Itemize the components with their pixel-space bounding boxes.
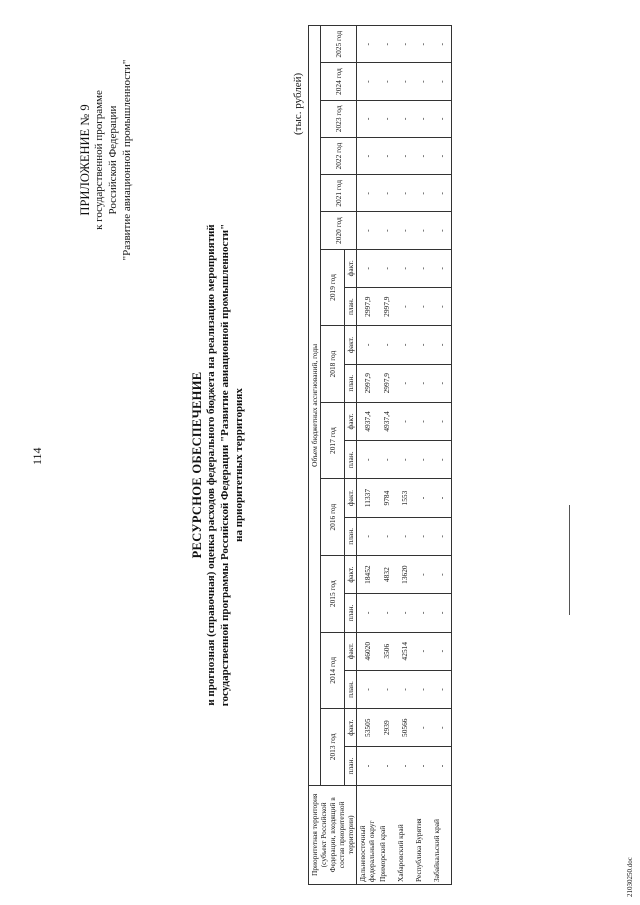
value-cell: 4937,4	[357, 402, 378, 440]
year-header: 2018 год	[321, 326, 345, 403]
year-header: 2013 год	[321, 709, 345, 786]
value-cell: -	[431, 709, 452, 747]
table-row	[413, 26, 431, 885]
value-cell: 4937,4	[377, 402, 395, 440]
value-cell: -	[431, 249, 452, 287]
value-cell: -	[431, 747, 452, 785]
value-cell: -	[431, 555, 452, 593]
value-cell: -	[377, 326, 395, 364]
value-cell: -	[357, 594, 378, 632]
value-cell: -	[377, 100, 395, 137]
value-cell: -	[357, 670, 378, 708]
value-cell: -	[413, 212, 431, 249]
doc-id: 21030250.doc	[626, 857, 634, 897]
value-cell: -	[395, 326, 413, 364]
territory-header: Приоритетная территория (субъект Российской Федерации, входящий в состав приоритетной территории)	[309, 785, 357, 884]
value-cell: -	[395, 175, 413, 212]
value-cell: -	[377, 594, 395, 632]
year-header: 2025 год	[321, 26, 357, 63]
annex-line: "Развитие авиационной промышленности"	[121, 59, 133, 261]
title-line: государственной программы Российской Федерации "Развитие авиационной промышленности"	[219, 223, 231, 707]
value-cell: -	[413, 670, 431, 708]
value-cell: 4832	[377, 555, 395, 593]
value-cell: -	[431, 594, 452, 632]
fact-header: факт.	[345, 479, 357, 517]
value-cell: -	[377, 517, 395, 555]
region-cell: Приморский край	[377, 785, 395, 884]
value-cell: -	[413, 175, 431, 212]
value-cell: -	[377, 441, 395, 479]
value-cell: -	[357, 137, 378, 174]
value-cell: -	[395, 747, 413, 785]
value-cell: -	[413, 288, 431, 326]
value-cell: 9784	[377, 479, 395, 517]
year-header: 2015 год	[321, 555, 345, 632]
year-header: 2016 год	[321, 479, 345, 556]
fact-header: факт.	[345, 555, 357, 593]
value-cell: -	[413, 26, 431, 63]
page-number: 114	[30, 447, 44, 465]
value-cell: -	[413, 747, 431, 785]
year-header: 2020 год	[321, 212, 357, 249]
value-cell: -	[377, 212, 395, 249]
region-cell: Республика Бурятия	[413, 785, 431, 884]
value-cell: -	[431, 670, 452, 708]
value-cell: -	[377, 747, 395, 785]
region-cell: Хабаровский край	[395, 785, 413, 884]
value-cell: -	[357, 26, 378, 63]
annex-line: к государственной программе	[93, 90, 105, 230]
value-cell: -	[357, 175, 378, 212]
separator-line	[569, 505, 570, 615]
region-cell: Дальневосточный федеральный округ	[357, 785, 378, 884]
value-cell: -	[395, 288, 413, 326]
value-cell: -	[357, 517, 378, 555]
value-cell: 1553	[395, 479, 413, 517]
fact-header: факт.	[345, 632, 357, 670]
value-cell: -	[413, 517, 431, 555]
volume-header: Объем бюджетных ассигнований, годы	[309, 26, 321, 786]
value-cell: -	[357, 747, 378, 785]
value-cell: -	[431, 326, 452, 364]
units-label: (тыс. рублей)	[292, 72, 304, 135]
value-cell: -	[377, 63, 395, 100]
year-header: 2024 год	[321, 63, 357, 100]
value-cell: -	[413, 632, 431, 670]
value-cell: -	[413, 441, 431, 479]
value-cell: -	[413, 249, 431, 287]
value-cell: -	[395, 26, 413, 63]
value-cell: -	[431, 402, 452, 440]
annex-line: Российской Федерации	[107, 105, 119, 215]
value-cell: -	[413, 594, 431, 632]
value-cell: -	[413, 479, 431, 517]
value-cell: -	[431, 288, 452, 326]
value-cell: -	[395, 364, 413, 402]
value-cell: -	[413, 402, 431, 440]
plan-header: план.	[345, 288, 357, 326]
fact-header: факт.	[345, 402, 357, 440]
fact-header: факт.	[345, 326, 357, 364]
value-cell: -	[413, 100, 431, 137]
value-cell: -	[431, 26, 452, 63]
value-cell: -	[377, 26, 395, 63]
value-cell: 2997,9	[357, 364, 378, 402]
annex-title: ПРИЛОЖЕНИЕ № 9	[78, 104, 92, 216]
value-cell: -	[413, 137, 431, 174]
table-row	[377, 26, 395, 885]
value-cell: -	[413, 555, 431, 593]
value-cell: -	[431, 100, 452, 137]
value-cell: -	[377, 670, 395, 708]
value-cell: -	[357, 249, 378, 287]
value-cell: 42514	[395, 632, 413, 670]
fact-header: факт.	[345, 249, 357, 287]
value-cell: -	[357, 326, 378, 364]
budget-table	[308, 25, 452, 885]
title-line: и прогнозная (справочная) оценка расходов федерального бюджета на реализацию мероприятий	[205, 224, 217, 706]
year-header: 2021 год	[321, 175, 357, 212]
region-cell: Забайкальский край	[431, 785, 452, 884]
value-cell: -	[395, 670, 413, 708]
value-cell: -	[357, 100, 378, 137]
plan-header: план.	[345, 517, 357, 555]
value-cell: -	[395, 594, 413, 632]
fact-header: факт.	[345, 709, 357, 747]
value-cell: -	[431, 479, 452, 517]
value-cell: -	[395, 402, 413, 440]
value-cell: -	[413, 326, 431, 364]
value-cell: -	[395, 517, 413, 555]
value-cell: -	[357, 212, 378, 249]
title-line: на приоритетных территориях	[233, 388, 245, 542]
value-cell: 2997,9	[377, 288, 395, 326]
value-cell: -	[377, 249, 395, 287]
value-cell: 3506	[377, 632, 395, 670]
year-header: 2017 год	[321, 402, 345, 479]
table-row	[357, 26, 378, 885]
table-row	[395, 26, 413, 885]
plan-header: план.	[345, 441, 357, 479]
value-cell: 2997,9	[377, 364, 395, 402]
value-cell: -	[395, 137, 413, 174]
plan-header: план.	[345, 670, 357, 708]
value-cell: 2939	[377, 709, 395, 747]
value-cell: -	[431, 137, 452, 174]
value-cell: -	[395, 212, 413, 249]
value-cell: -	[431, 517, 452, 555]
value-cell: -	[431, 63, 452, 100]
value-cell: -	[431, 632, 452, 670]
table-row	[431, 26, 452, 885]
value-cell: -	[395, 63, 413, 100]
value-cell: 2997,9	[357, 288, 378, 326]
year-header: 2023 год	[321, 100, 357, 137]
year-header: 2022 год	[321, 137, 357, 174]
year-header: 2014 год	[321, 632, 345, 709]
plan-header: план.	[345, 364, 357, 402]
value-cell: -	[431, 175, 452, 212]
value-cell: -	[431, 212, 452, 249]
value-cell: 11337	[357, 479, 378, 517]
value-cell: 53505	[357, 709, 378, 747]
value-cell: -	[357, 63, 378, 100]
plan-header: план.	[345, 594, 357, 632]
value-cell: 13620	[395, 555, 413, 593]
value-cell: 46020	[357, 632, 378, 670]
value-cell: -	[395, 249, 413, 287]
value-cell: -	[413, 63, 431, 100]
document-title	[190, 175, 246, 755]
value-cell: -	[357, 441, 378, 479]
value-cell: -	[431, 364, 452, 402]
value-cell: -	[413, 364, 431, 402]
plan-header: план.	[345, 747, 357, 785]
value-cell: -	[377, 137, 395, 174]
value-cell: -	[395, 100, 413, 137]
value-cell: 50566	[395, 709, 413, 747]
title-heading: РЕСУРСНОЕ ОБЕСПЕЧЕНИЕ	[190, 371, 204, 559]
value-cell: -	[431, 441, 452, 479]
value-cell: -	[413, 709, 431, 747]
value-cell: -	[395, 441, 413, 479]
annex-block	[78, 35, 134, 285]
value-cell: -	[377, 175, 395, 212]
year-header: 2019 год	[321, 249, 345, 326]
value-cell: 18452	[357, 555, 378, 593]
